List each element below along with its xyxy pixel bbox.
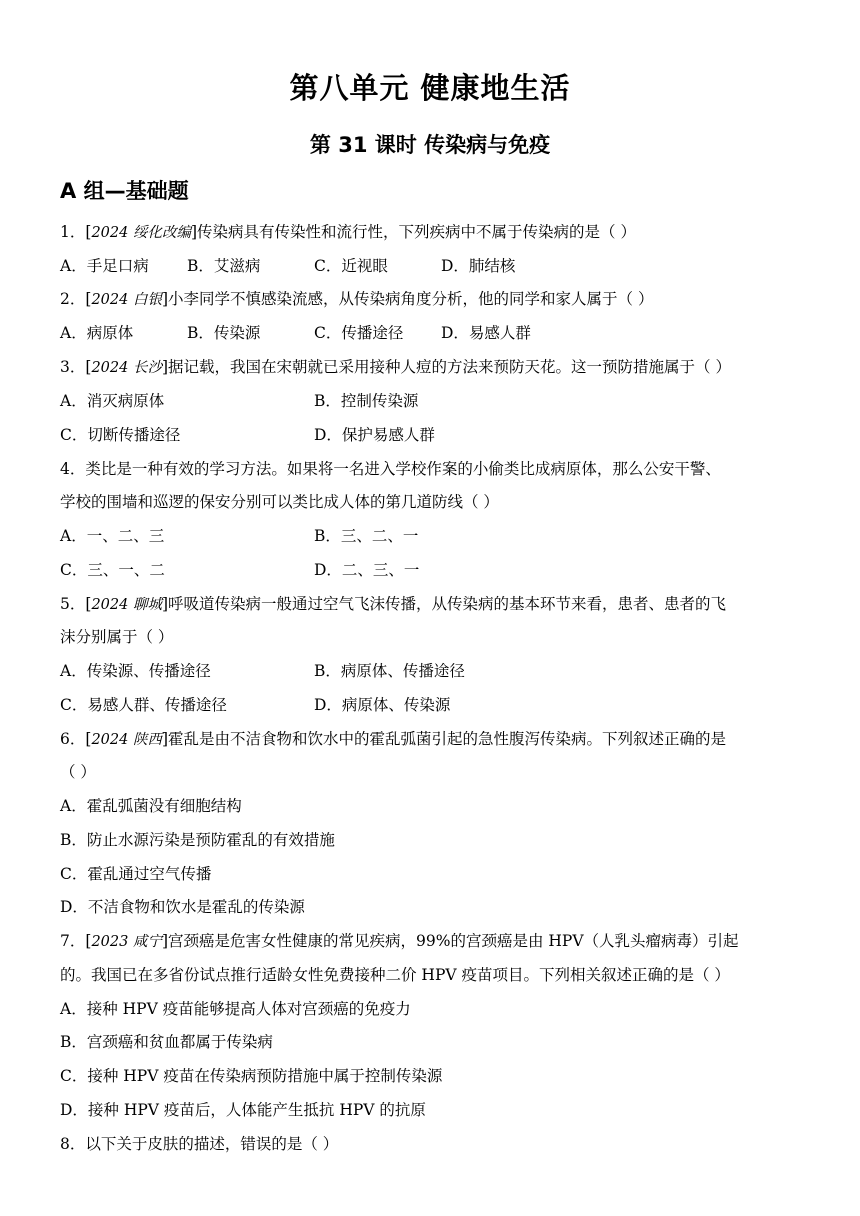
question-3: 3．[2024 长沙]据记载，我国在宋朝就已采用接种人痘的方法来预防天花。这一预防措施属于（ ） bbox=[60, 358, 731, 376]
question-source: 2024 白银 bbox=[91, 292, 162, 308]
question-source: 2024 聊城 bbox=[91, 597, 162, 613]
question-number: 8． bbox=[60, 1135, 86, 1153]
question-text: 霍乱是由不洁食物和饮水中的霍乱弧菌引起的急性腹泻传染病。下列叙述正确的是 bbox=[168, 730, 727, 748]
question-number: 3． bbox=[60, 358, 86, 376]
option-b: B．宫颈癌和贫血都属于传染病 bbox=[60, 1033, 273, 1051]
option-d: D．不洁食物和饮水是霍乱的传染源 bbox=[60, 898, 305, 916]
option-d: D．保护易感人群 bbox=[314, 426, 435, 444]
question-4-continued bbox=[60, 489, 805, 515]
option-d: D．肺结核 bbox=[441, 257, 516, 275]
option-b: B．三、二、一 bbox=[314, 527, 419, 545]
option-a: A．消灭病原体 bbox=[60, 392, 165, 410]
option-a: A．传染源、传播途径 bbox=[60, 662, 211, 680]
question-text: （ ） bbox=[60, 763, 96, 781]
option-b: B．艾滋病 bbox=[187, 257, 261, 275]
question-text: 沫分别属于（ ） bbox=[60, 628, 174, 646]
question-number: 2． bbox=[60, 290, 86, 308]
option-c: C．切断传播途径 bbox=[60, 426, 181, 444]
question-text: 类比是一种有效的学习方法。如果将一名进入学校作案的小偷类比成病原体，那么公安干警、 bbox=[85, 460, 721, 478]
option-a: A．一、二、三 bbox=[60, 527, 165, 545]
option-d: D．接种 HPV 疫苗后，人体能产生抵抗 HPV 的抗原 bbox=[60, 1101, 426, 1119]
option-d: D．二、三、一 bbox=[314, 561, 420, 579]
option-a: A．霍乱弧菌没有细胞结构 bbox=[60, 797, 242, 815]
option-b: B．防止水源污染是预防霍乱的有效措施 bbox=[60, 831, 335, 849]
question-text: 的。我国已在多省份试点推行适龄女性免费接种二价 HPV 疫苗项目。下列相关叙述正确的是（ ） bbox=[60, 966, 730, 984]
question-source: 2024 陕西 bbox=[91, 732, 162, 748]
question-5-continued bbox=[60, 624, 805, 650]
question-text: 传染病具有传染性和流行性，下列疾病中不属于传染病的是（ ） bbox=[197, 223, 636, 241]
question-number: 1． bbox=[60, 223, 86, 241]
option-a: A．接种 HPV 疫苗能够提高人体对宫颈癌的免疫力 bbox=[60, 1000, 411, 1018]
question-text: 以下关于皮肤的描述，错误的是（ ） bbox=[85, 1135, 339, 1153]
option-a: A．手足口病 bbox=[60, 257, 149, 275]
option-b: B．控制传染源 bbox=[314, 392, 419, 410]
question-number: 5． bbox=[60, 595, 86, 613]
question-source: 2023 咸宁 bbox=[91, 934, 162, 950]
question-text: 宫颈癌是危害女性健康的常见疾病，99%的宫颈癌是由 HPV（人乳头瘤病毒）引起 bbox=[168, 932, 739, 950]
question-source: 2024 绥化改编 bbox=[91, 225, 191, 241]
option-c: C．霍乱通过空气传播 bbox=[60, 865, 212, 883]
question-text: 呼吸道传染病一般通过空气飞沫传播，从传染病的基本环节来看，患者、患者的飞 bbox=[168, 595, 727, 613]
question-source: 2024 长沙 bbox=[91, 360, 162, 376]
option-a: A．病原体 bbox=[60, 324, 134, 342]
unit-title: 第八单元 健康地生活 bbox=[289, 71, 571, 105]
option-c: C．易感人群、传播途径 bbox=[60, 696, 227, 714]
option-d: D．易感人群 bbox=[441, 324, 531, 342]
option-d: D．病原体、传染源 bbox=[314, 696, 451, 714]
question-5: 5．[2024 聊城]呼吸道传染病一般通过空气飞沫传播，从传染病的基本环节来看，患者、患者的飞 bbox=[60, 595, 727, 613]
question-number: 4． bbox=[60, 460, 86, 478]
option-c: C．近视眼 bbox=[314, 257, 388, 275]
question-number: 7． bbox=[60, 932, 86, 950]
question-1: 1．[2024 绥化改编]传染病具有传染性和流行性，下列疾病中不属于传染病的是（ ） bbox=[60, 223, 636, 241]
question-text: 据记载，我国在宋朝就已采用接种人痘的方法来预防天花。这一预防措施属于（ ） bbox=[168, 358, 731, 376]
question-text: 学校的围墙和巡逻的保安分别可以类比成人体的第几道防线（ ） bbox=[60, 493, 499, 511]
option-c: C．传播途径 bbox=[314, 324, 404, 342]
question-8 bbox=[60, 1131, 805, 1157]
question-2: 2．[2024 白银]小李同学不慎感染流感，从传染病角度分析，他的同学和家人属于（ ） bbox=[60, 290, 654, 308]
question-7-continued bbox=[60, 962, 805, 988]
question-text: 小李同学不慎感染流感，从传染病角度分析，他的同学和家人属于（ ） bbox=[168, 290, 654, 308]
group-title: A 组—基础题 bbox=[60, 179, 189, 203]
question-6-continued bbox=[60, 759, 805, 785]
option-b: B．传染源 bbox=[187, 324, 261, 342]
option-c: C．三、一、二 bbox=[60, 561, 165, 579]
lesson-title: 第 31 课时 传染病与免疫 bbox=[309, 133, 551, 157]
question-7: 7．[2023 咸宁]宫颈癌是危害女性健康的常见疾病，99%的宫颈癌是由 HPV（人乳头瘤病毒）引起 bbox=[60, 932, 739, 950]
question-number: 6． bbox=[60, 730, 86, 748]
option-c: C．接种 HPV 疫苗在传染病预防措施中属于控制传染源 bbox=[60, 1067, 443, 1085]
question-4 bbox=[60, 456, 805, 482]
option-b: B．病原体、传播途径 bbox=[314, 662, 465, 680]
question-6: 6．[2024 陕西]霍乱是由不洁食物和饮水中的霍乱弧菌引起的急性腹泻传染病。下列叙述正确的是 bbox=[60, 730, 727, 748]
